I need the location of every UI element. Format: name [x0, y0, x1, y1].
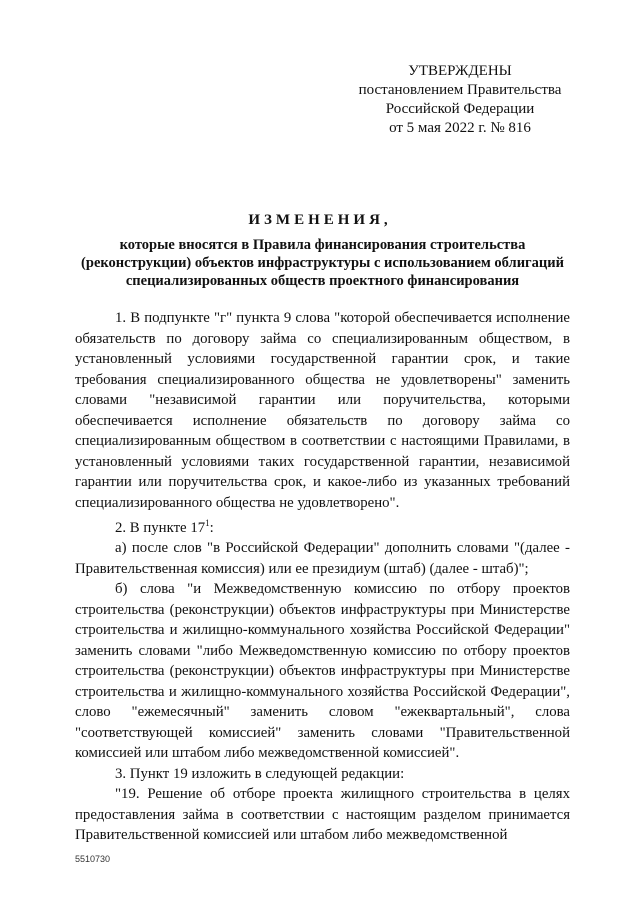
document-subtitle: которые вносятся в Правила финансирования строительства (реконструкции) объектов инфраструктуры с использованием облигаций специализированных обществ проектного финансирования	[81, 237, 564, 289]
paragraph-3: а) после слов "в Российской Федерации" дополнить словами "(далее - Правительственная комиссия) или ее президиум (штаб) (далее - штаб)";	[75, 540, 570, 577]
document-id: 5510730	[75, 854, 111, 864]
approved-authority: Российской Федерации	[385, 101, 535, 117]
paragraph-6: "19. Решение об отборе проекта жилищного строительства в целях предоставления займа в соответствии с настоящим разделом принимается Правительственной комиссией или штабом либо межведомственной	[75, 786, 570, 844]
paragraph-2-superscript: 1	[205, 518, 210, 528]
paragraph-2-colon: :	[209, 519, 214, 536]
approved-date: от 5 мая 2022 г. № 816	[389, 120, 531, 136]
document-body	[75, 308, 570, 846]
paragraph-1: 1. В подпункте "г" пункта 9 слова "которой обеспечивается исполнение обязательств по договору займа со специализированным обществом, в установленный условиями государственной гарантии срок, и такие требования специализированного общества не удовлетворены" заменить словами "независимой гарантии или поручительства, которыми обеспечивается исполнение обязательств по договору займа со специализированным обществом в соответствии с настоящими Правилами, в установленный условиями таких государственной гарантии, независимой гарантии или поручительства срок, и какое-либо из указанных требований специализированного общества не удовлетворено".	[75, 310, 570, 511]
approved-heading: УТВЕРЖДЕНЫ	[408, 63, 512, 79]
paragraph-2	[75, 513, 570, 538]
paragraph-2-text: 2. В пункте 17	[115, 519, 206, 536]
paragraph-5: 3. Пункт 19 изложить в следующей редакции:	[115, 765, 405, 782]
approval-stamp	[340, 62, 580, 138]
approved-by: постановлением Правительства	[358, 82, 562, 98]
document-title: ИЗМЕНЕНИЯ,	[248, 212, 392, 228]
paragraph-4: б) слова "и Межведомственную комиссию по отбору проектов строительства (реконструкции) объектов инфраструктуры при Министерстве строительства и жилищно-коммунального хозяйства Российской Федерации" заменить словами "либо Межведомственную комиссию по отбору проектов строительства (реконструкции) объектов инфраструктуры при Министерстве строительства и жилищно-коммунального хозяйства Российской Федерации", слово "ежемесячный" заменить словом "ежеквартальный", слова "соответствующей комиссией" заменить словами "Правительственной комиссией или штабом либо межведомственной комиссией".	[75, 581, 570, 762]
